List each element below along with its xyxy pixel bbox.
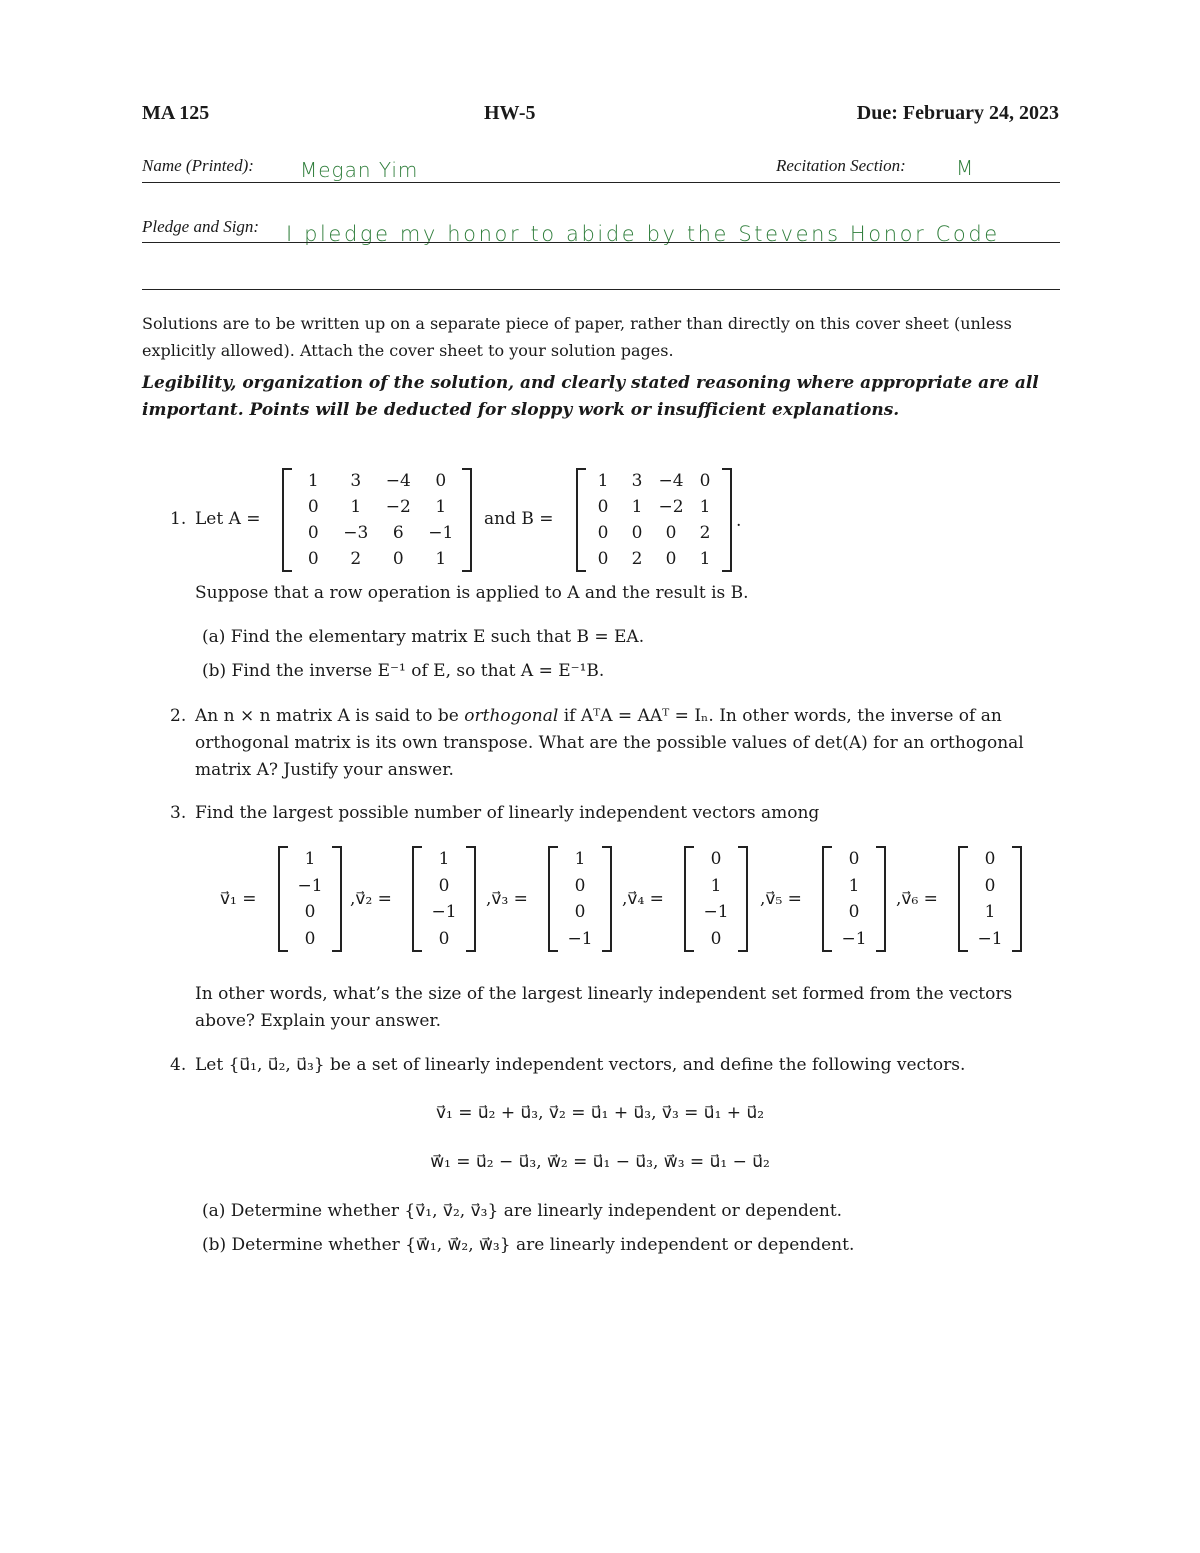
- matrix-a-entry: 6: [392, 523, 404, 543]
- matrix-a-entry: −1: [428, 523, 454, 543]
- vector-entry: 0: [848, 849, 860, 870]
- matrix-b-entry: 3: [631, 471, 643, 491]
- pledge-underline: [142, 242, 1060, 243]
- vector-entry: 1: [304, 849, 316, 870]
- matrix-a-entry: 0: [307, 549, 319, 569]
- vector-row: [0, 846, 1200, 954]
- matrix-a-entry: −4: [385, 471, 411, 491]
- q1-part-b: (b) Find the inverse E⁻¹ of E, so that A = E⁻¹B.: [202, 661, 605, 681]
- matrix-a-entry: 0: [392, 549, 404, 569]
- separator-line: [142, 289, 1060, 290]
- vector-entry: 0: [984, 849, 996, 870]
- vector-1: [278, 846, 342, 952]
- vector-5: [822, 846, 886, 952]
- q2-text: An n × n matrix A is said to be orthogonal if AᵀA = AAᵀ = Iₙ. In other words, the inverse of an orthogonal matrix is its own transpose. What are the possible values of det(A) for an orthogonal matrix A? Justify your answer.: [195, 706, 1024, 780]
- vector-2: [412, 846, 476, 952]
- vector-label-6: ,v⃗₆ =: [896, 889, 938, 909]
- vector-entry: 0: [438, 875, 450, 896]
- vector-entry: 0: [574, 875, 586, 896]
- vector-label-2: ,v⃗₂ =: [350, 889, 392, 909]
- matrix-a-entry: 0: [307, 523, 319, 543]
- vector-entry: −1: [431, 902, 457, 923]
- q3-text: Find the largest possible number of linearly independent vectors among: [195, 803, 820, 823]
- vector-entry: −1: [703, 902, 729, 923]
- q1-let-a: Let A =: [195, 509, 261, 529]
- matrix-a-entry: 1: [307, 471, 319, 491]
- matrix-a-entry: 0: [435, 471, 447, 491]
- vector-entry: 1: [438, 849, 450, 870]
- section-handwriting[interactable]: M: [956, 156, 975, 180]
- vector-entry: −1: [977, 928, 1003, 949]
- matrix-a-entry: 2: [350, 549, 362, 569]
- q4-number: 4.: [170, 1055, 187, 1075]
- matrix-b-entry: 1: [597, 471, 609, 491]
- matrix-b-entry: −2: [658, 497, 684, 517]
- matrix-b-entry: 2: [699, 523, 711, 543]
- section-label: Recitation Section:: [776, 156, 906, 175]
- q2-orthogonal: orthogonal: [464, 706, 559, 726]
- q3-follow: In other words, what’s the size of the largest linearly independent set formed from the vectors above? Explain your answer.: [195, 984, 1013, 1031]
- matrix-b-entry: 1: [699, 497, 711, 517]
- q1-and-b: and B =: [484, 509, 554, 529]
- matrix-b-entry: 1: [631, 497, 643, 517]
- vector-label-5: ,v⃗₅ =: [760, 889, 802, 909]
- matrix-b-entry: 0: [597, 523, 609, 543]
- name-underline: [142, 182, 1060, 183]
- vector-label-1: v⃗₁ =: [220, 889, 257, 909]
- grading-note: Legibility, organization of the solution, and clearly stated reasoning where appropriate are all important. Points will be deducted for sloppy work or insufficient explanations.: [142, 373, 1039, 420]
- vector-label-4: ,v⃗₄ =: [622, 889, 664, 909]
- q4-text: Let {u⃗₁, u⃗₂, u⃗₃} be a set of linearly independent vectors, and define the following vectors.: [195, 1055, 966, 1075]
- vector-4: [684, 846, 748, 952]
- instructions-paragraph: Solutions are to be written up on a separate piece of paper, rather than directly on this cover sheet (unless explicitly allowed). Attach the cover sheet to your solution pages.: [142, 314, 1012, 360]
- vector-entry: 0: [848, 902, 860, 923]
- name-label: Name (Printed):: [142, 156, 254, 175]
- name-handwriting[interactable]: Megan Yim: [300, 158, 419, 182]
- matrix-a-entry: −3: [343, 523, 369, 543]
- matrix-b-entry: 0: [665, 523, 677, 543]
- q4-part-a: (a) Determine whether {v⃗₁, v⃗₂, v⃗₃} are linearly independent or dependent.: [202, 1201, 843, 1221]
- q1-suppose: Suppose that a row operation is applied to A and the result is B.: [195, 583, 749, 603]
- vector-entry: 0: [574, 902, 586, 923]
- matrix-a-entry: 1: [435, 497, 447, 517]
- vector-entry: 0: [710, 928, 722, 949]
- vector-entry: −1: [567, 928, 593, 949]
- course-code: MA 125: [142, 102, 210, 124]
- vector-label-3: ,v⃗₃ =: [486, 889, 528, 909]
- matrix-a: [282, 468, 472, 572]
- vector-3: [548, 846, 612, 952]
- matrix-a-entry: 0: [307, 497, 319, 517]
- matrix-b-entry: 0: [631, 523, 643, 543]
- vector-entry: 1: [574, 849, 586, 870]
- q1-period: .: [736, 511, 742, 531]
- matrix-b-entry: 0: [665, 549, 677, 569]
- due-date: Due: February 24, 2023: [856, 102, 1059, 124]
- matrix-b-entry: 0: [597, 549, 609, 569]
- q1-part-a: (a) Find the elementary matrix E such that B = EA.: [202, 627, 645, 647]
- q4-equation-v: v⃗₁ = u⃗₂ + u⃗₃, v⃗₂ = u⃗₁ + u⃗₃, v⃗₃ = u⃗₁ + u⃗₂: [435, 1103, 765, 1123]
- vector-6: [958, 846, 1022, 952]
- vector-entry: −1: [297, 875, 323, 896]
- q2-number: 2.: [170, 706, 187, 726]
- vector-entry: 0: [304, 902, 316, 923]
- matrix-b-entry: 2: [631, 549, 643, 569]
- vector-entry: 0: [438, 928, 450, 949]
- matrix-b: [576, 468, 732, 572]
- pledge-signature[interactable]: I pledge my honor to abide by the Stevens Honor Code: [286, 222, 1000, 246]
- vector-entry: 0: [984, 875, 996, 896]
- vector-entry: −1: [841, 928, 867, 949]
- matrix-b-entry: 0: [699, 471, 711, 491]
- vector-entry: 0: [710, 849, 722, 870]
- matrix-a-entry: −2: [385, 497, 411, 517]
- vector-entry: 0: [304, 928, 316, 949]
- vector-entry: 1: [984, 902, 996, 923]
- matrix-b-entry: 0: [597, 497, 609, 517]
- q1-number: 1.: [170, 509, 187, 529]
- vector-entry: 1: [848, 875, 860, 896]
- vector-entry: 1: [710, 875, 722, 896]
- matrix-b-entry: 1: [699, 549, 711, 569]
- q3-number: 3.: [170, 803, 187, 823]
- matrix-b-entry: −4: [658, 471, 684, 491]
- homework-number: HW-5: [484, 102, 536, 124]
- matrix-a-entry: 1: [350, 497, 362, 517]
- q4-part-b: (b) Determine whether {w⃗₁, w⃗₂, w⃗₃} are linearly independent or dependent.: [202, 1235, 855, 1255]
- pledge-label: Pledge and Sign:: [142, 217, 260, 236]
- matrix-a-entry: 3: [350, 471, 362, 491]
- matrix-a-entry: 1: [435, 549, 447, 569]
- q4-equation-w: w⃗₁ = u⃗₂ − u⃗₃, w⃗₂ = u⃗₁ − u⃗₃, w⃗₃ = u⃗₁ − u⃗₂: [430, 1152, 770, 1172]
